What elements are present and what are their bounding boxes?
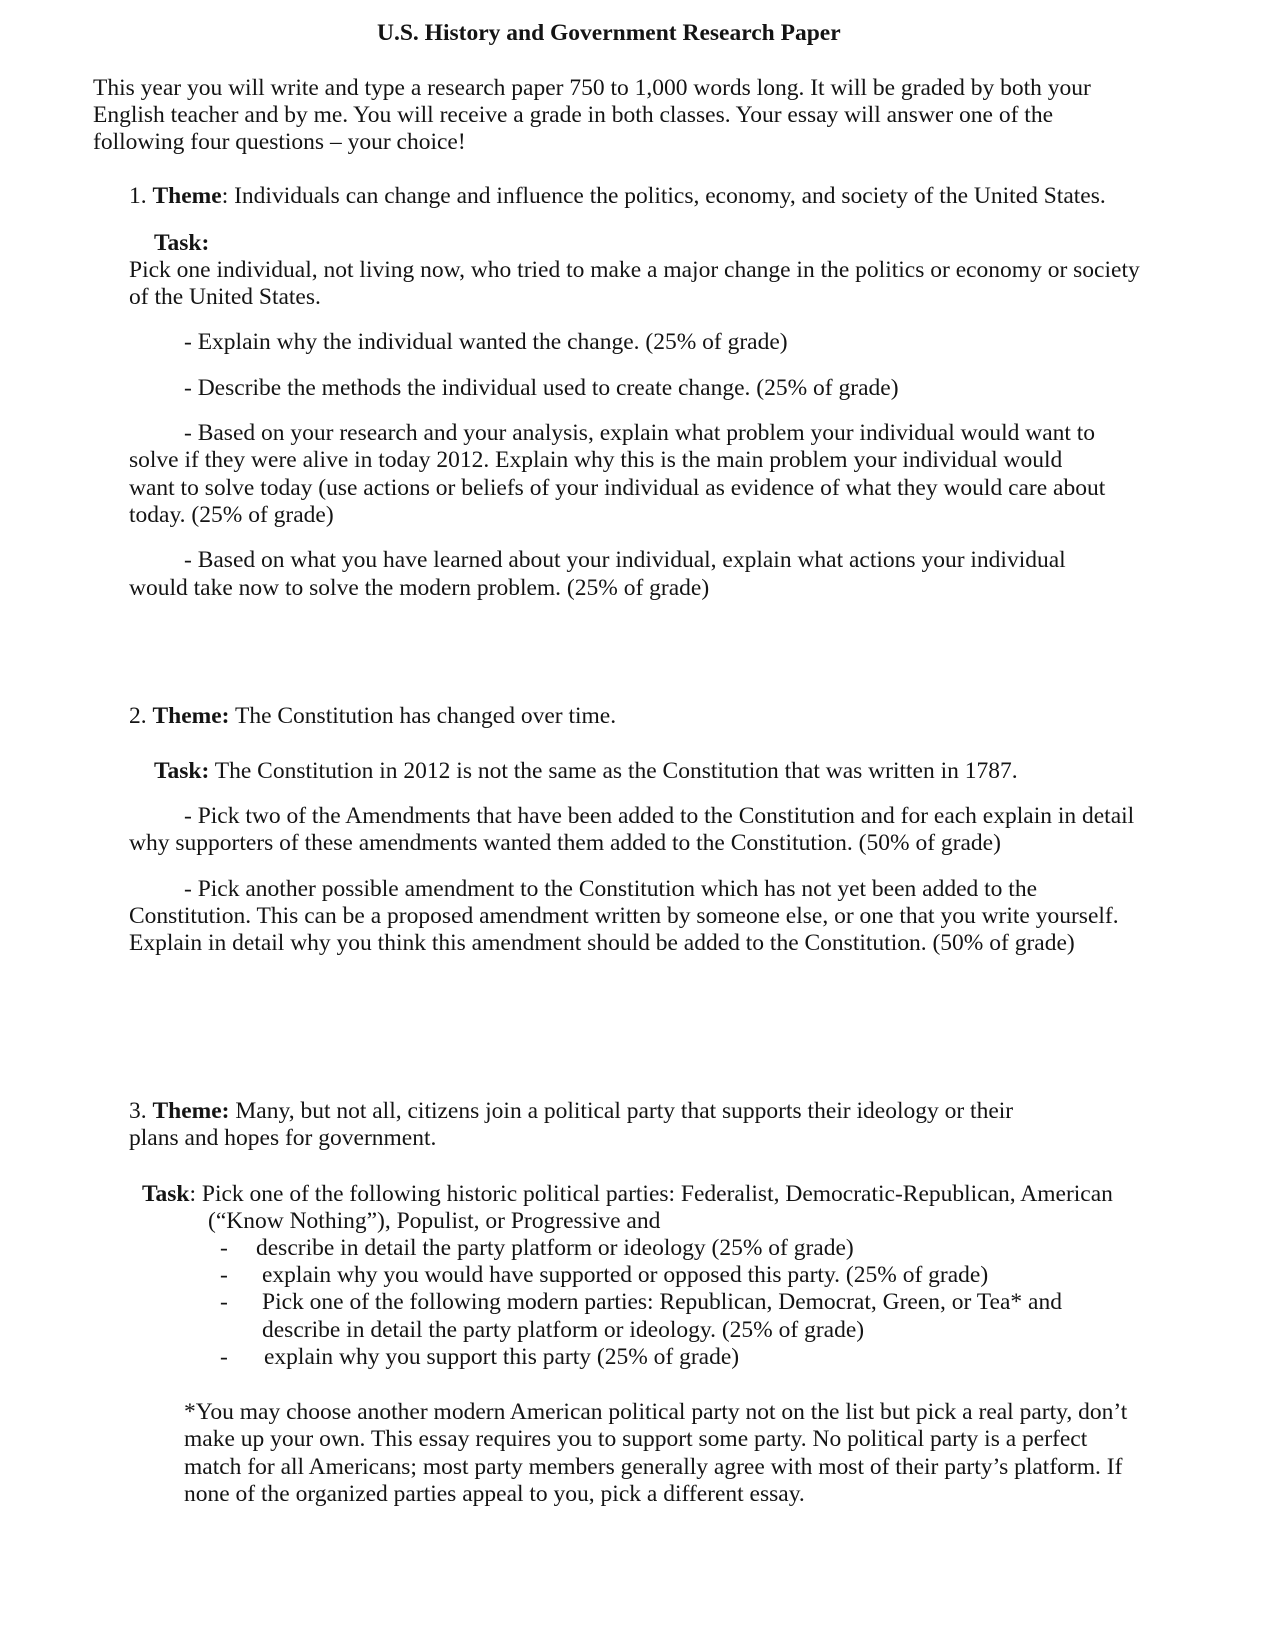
q3-dash-4: - (220, 1344, 228, 1370)
intro-line-3: following four questions – your choice! (93, 129, 466, 155)
q3-footnote-line-4: none of the organized parties appeal to you, pick a different essay. (184, 1481, 805, 1507)
q2-task-text: The Constitution in 2012 is not the same as the Constitution that was written in 1787. (209, 758, 1018, 784)
q2-theme-label: Theme: (152, 703, 230, 729)
q3-footnote-line-2: make up your own. This essay requires you to support some party. No political party is a perfect (184, 1426, 1088, 1452)
q3-bullet-3: Pick one of the following modern parties: Republican, Democrat, Green, or Tea* and (262, 1289, 1062, 1315)
q2-task-label: Task: (154, 758, 210, 784)
q3-bullet-4: explain why you support this party (25% of grade) (264, 1344, 740, 1370)
q1-theme (129, 182, 1106, 210)
q1-bullet-1: - Explain why the individual wanted the change. (25% of grade) (184, 329, 788, 355)
q3-theme-line-1 (129, 1097, 1013, 1125)
q1-bullet-4-line-1: - Based on what you have learned about your individual, explain what actions your individual (184, 547, 1066, 573)
document-title: U.S. History and Government Research Paper (377, 20, 841, 46)
q1-bullet-4-line-2: would take now to solve the modern problem. (25% of grade) (129, 575, 710, 601)
q2-bullet-1-line-1: - Pick two of the Amendments that have been added to the Constitution and for each explain in detail (184, 803, 1135, 829)
q2-bullet-2-line-1: - Pick another possible amendment to the Constitution which has not yet been added to the (184, 876, 1038, 902)
q3-task-label: Task (142, 1181, 190, 1207)
q1-theme-label: Theme (152, 183, 222, 209)
q2-bullet-1-line-2: why supporters of these amendments wanted them added to the Constitution. (50% of grade) (129, 830, 1001, 856)
q1-bullet-3-line-1: - Based on your research and your analysis, explain what problem your individual would want to (184, 420, 1096, 446)
q3-number: 3. (129, 1098, 153, 1124)
q3-theme-label: Theme: (152, 1098, 230, 1124)
q3-dash-1: - (220, 1235, 228, 1261)
q3-theme-line-2: plans and hopes for government. (129, 1125, 437, 1151)
q2-theme-text: The Constitution has changed over time. (229, 703, 617, 729)
q1-task-label: Task: (154, 230, 210, 256)
q3-dash-2: - (220, 1262, 228, 1288)
q3-dash-3: - (220, 1289, 228, 1315)
q3-bullet-3-cont: describe in detail the party platform or ideology. (25% of grade) (262, 1317, 865, 1343)
q1-bullet-2: - Describe the methods the individual used to create change. (25% of grade) (184, 375, 899, 401)
q2-bullet-2-line-3: Explain in detail why you think this amendment should be added to the Constitution. (50% of grade) (129, 930, 1075, 956)
q2-number: 2. (129, 703, 153, 729)
q3-footnote-line-3: match for all Americans; most party members generally agree with most of their party’s platform. If (184, 1454, 1123, 1480)
q1-number: 1. (129, 183, 153, 209)
q3-task-line-1 (142, 1180, 1113, 1208)
q1-bullet-3-line-3: want to solve today (use actions or beliefs of your individual as evidence of what they would care about (129, 475, 1106, 501)
q3-theme-text: Many, but not all, citizens join a political party that supports their ideology or their (229, 1098, 1014, 1124)
q2-theme (129, 702, 616, 730)
q3-task-text: : Pick one of the following historic political parties: Federalist, Democratic-Republican, American (189, 1181, 1113, 1207)
q3-bullet-2: explain why you would have supported or opposed this party. (25% of grade) (262, 1262, 989, 1288)
intro-line-2: English teacher and by me. You will receive a grade in both classes. Your essay will answer one of the (93, 102, 1054, 128)
q1-theme-text: : Individuals can change and influence the politics, economy, and society of the United States. (221, 183, 1106, 209)
intro-line-1: This year you will write and type a research paper 750 to 1,000 words long. It will be graded by both your (93, 75, 1091, 101)
q3-footnote-line-1: *You may choose another modern American political party not on the list but pick a real party, don’t (184, 1399, 1128, 1425)
q1-bullet-3-line-4: today. (25% of grade) (129, 502, 334, 528)
q2-task (154, 757, 1018, 785)
q2-bullet-2-line-2: Constitution. This can be a proposed amendment written by someone else, or one that you write yourself. (129, 903, 1119, 929)
q1-task-line-1: Pick one individual, not living now, who tried to make a major change in the politics or economy or society (129, 257, 1140, 283)
q3-task-line-2: (“Know Nothing”), Populist, or Progressive and (208, 1208, 661, 1234)
q1-task-line-2: of the United States. (129, 284, 321, 310)
q1-bullet-3-line-2: solve if they were alive in today 2012. Explain why this is the main problem your individual would (129, 447, 1063, 473)
q3-bullet-1: describe in detail the party platform or ideology (25% of grade) (256, 1235, 854, 1261)
